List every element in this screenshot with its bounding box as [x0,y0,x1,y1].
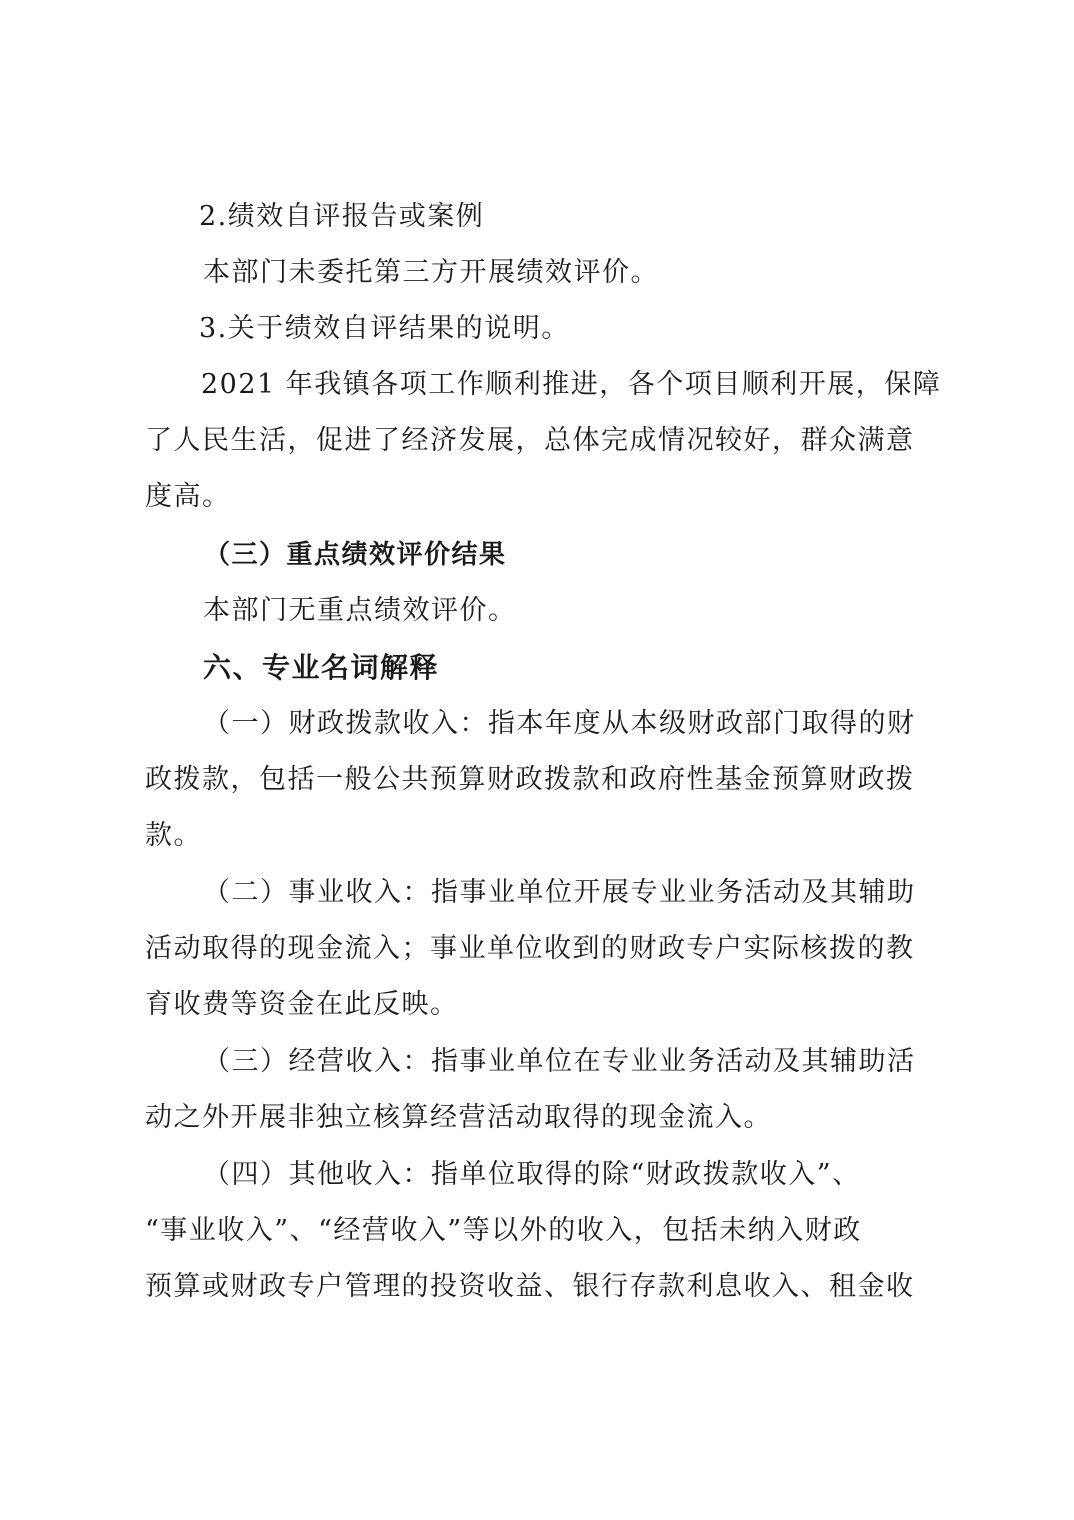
term2-line-3: 育收费等资金在此反映。 [145,989,459,1020]
term1-line-2: 政拨款，包括一般公共预算财政拨款和政府性基金预算财政拨 [145,764,915,795]
term4-line-2: “事业收入”、“经营收入”等以外的收入，包括未纳入财政 [145,1215,862,1246]
section-six-title: 六、专业名词解释 [203,651,440,684]
item2-title: 2.绩效自评报告或案例 [199,201,485,232]
term2-line-2: 活动取得的现金流入；事业单位收到的财政专户实际核拨的教 [145,933,915,964]
item3-body-line-1: 2021 年我镇各项工作顺利推进，各个项目顺利开展，保障 [201,369,942,400]
term4-line-3: 预算或财政专户管理的投资收益、银行存款利息收入、租金收 [145,1271,915,1302]
item3-title: 3.关于绩效自评结果的说明。 [199,313,570,344]
term1-line-1: （一）财政拨款收入：指本年度从本级财政部门取得的财 [203,708,916,739]
key-eval-body: 本部门无重点绩效评价。 [203,595,517,626]
term3-line-1: （三）经营收入：指事业单位在专业业务活动及其辅助活 [203,1046,916,1077]
item2-body: 本部门未委托第三方开展绩效评价。 [203,257,659,288]
term2-line-1: （二）事业收入：指事业单位开展专业业务活动及其辅助 [203,877,916,908]
item3-body-line-2: 了人民生活，促进了经济发展，总体完成情况较好，群众满意 [145,425,915,456]
term1-line-3: 款。 [145,820,202,851]
key-eval-title: （三）重点绩效评价结果 [204,540,507,570]
term4-line-1: （四）其他收入：指单位取得的除“财政拨款收入”、 [203,1159,861,1190]
item3-body-line-3: 度高。 [145,481,231,512]
term3-line-2: 动之外开展非独立核算经营活动取得的现金流入。 [145,1102,772,1133]
